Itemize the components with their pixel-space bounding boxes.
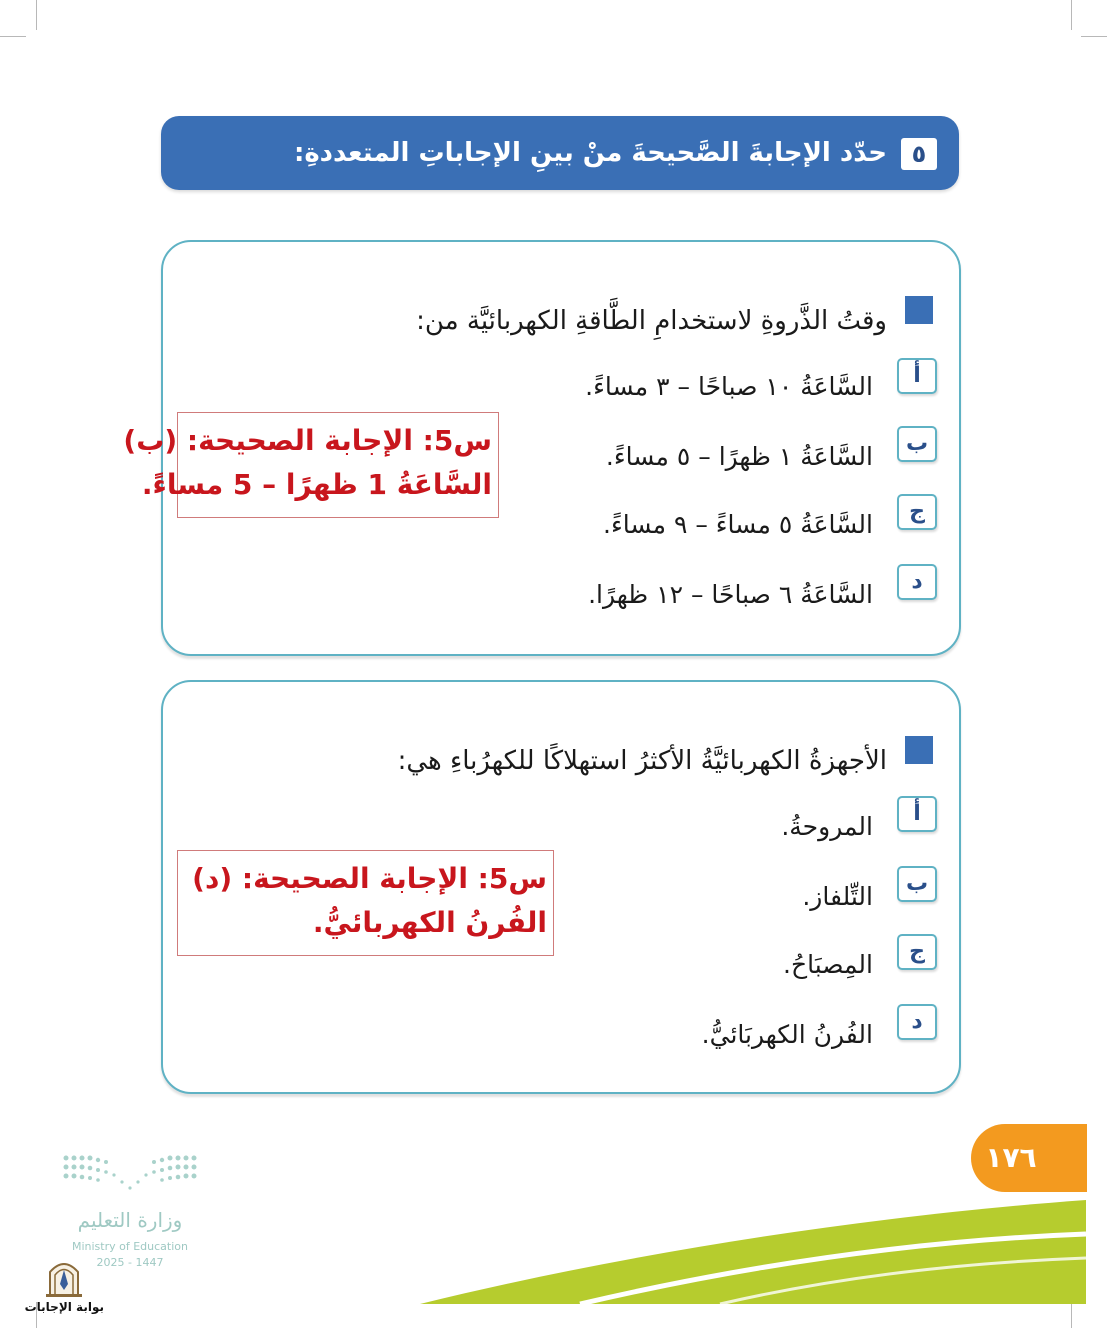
portal-name: بوابة الإجابات bbox=[24, 1300, 104, 1314]
option-text: السَّاعَةُ ٦ صباحًا – ١٢ ظهرًا. bbox=[588, 580, 873, 609]
crop-mark bbox=[1071, 0, 1072, 30]
ministry-year: 2025 - 1447 bbox=[96, 1256, 164, 1269]
option-letter[interactable]: د bbox=[897, 564, 937, 600]
option-letter[interactable]: ب bbox=[897, 866, 937, 902]
bullet-square bbox=[905, 736, 933, 764]
option-text: السَّاعَةُ ٥ مساءً – ٩ مساءً. bbox=[603, 510, 873, 539]
crop-mark bbox=[1071, 1302, 1072, 1328]
page-number-tab bbox=[971, 1124, 1087, 1192]
option-letter[interactable]: ج bbox=[897, 494, 937, 530]
question-text: الأجهزةُ الكهربائيَّةُ الأكثرُ استهلاكًا للكهرُباءِ هي: bbox=[397, 746, 887, 776]
answer-title: س5: الإجابة الصحيحة: (د) bbox=[192, 862, 547, 895]
question-title: حدّد الإجابةَ الصَّحيحةَ منْ بينِ الإجاباتِ المتعددةِ: bbox=[293, 138, 887, 168]
portal-logo-icon bbox=[44, 1256, 84, 1298]
option-letter[interactable]: أ bbox=[897, 358, 937, 394]
option-letter[interactable]: أ bbox=[897, 796, 937, 832]
question-header bbox=[161, 116, 959, 190]
option-letter[interactable]: ج bbox=[897, 934, 937, 970]
option-text: الفُرنُ الكهربَائيُّ. bbox=[701, 1020, 873, 1049]
crop-mark bbox=[1081, 36, 1107, 37]
option-text: المِصبَاحُ. bbox=[783, 950, 873, 979]
answer-box-2 bbox=[177, 850, 554, 956]
answer-detail: الفُرنُ الكهربائيُّ. bbox=[312, 906, 547, 939]
answer-detail: السَّاعَةُ 1 ظهرًا – 5 مساءً. bbox=[141, 468, 492, 501]
option-text: المروحةُ. bbox=[781, 812, 873, 841]
answer-box-1 bbox=[123, 412, 499, 518]
bullet-square bbox=[905, 296, 933, 324]
option-letter[interactable]: د bbox=[897, 1004, 937, 1040]
ministry-name-ar: وزارة التعليم bbox=[77, 1208, 183, 1232]
option-letter[interactable]: ب bbox=[897, 426, 937, 462]
question-number: ٥ bbox=[901, 138, 937, 170]
ministry-logo-icon bbox=[60, 1150, 200, 1200]
ministry-name-en: Ministry of Education bbox=[71, 1240, 188, 1253]
crop-mark bbox=[0, 36, 26, 37]
crop-mark bbox=[36, 0, 37, 30]
page-number: ١٧٦ bbox=[985, 1141, 1037, 1174]
answer-title: س5: الإجابة الصحيحة: (ب) bbox=[123, 424, 492, 457]
option-text: السَّاعَةُ ١ ظهرًا – ٥ مساءً. bbox=[605, 442, 873, 471]
question-text: وقتُ الذَّروةِ لاستخدامِ الطَّاقةِ الكهربائيَّة من: bbox=[416, 306, 887, 336]
option-text: السَّاعَةُ ١٠ صباحًا – ٣ مساءً. bbox=[585, 372, 873, 401]
option-text: التِّلفاز. bbox=[802, 882, 873, 911]
